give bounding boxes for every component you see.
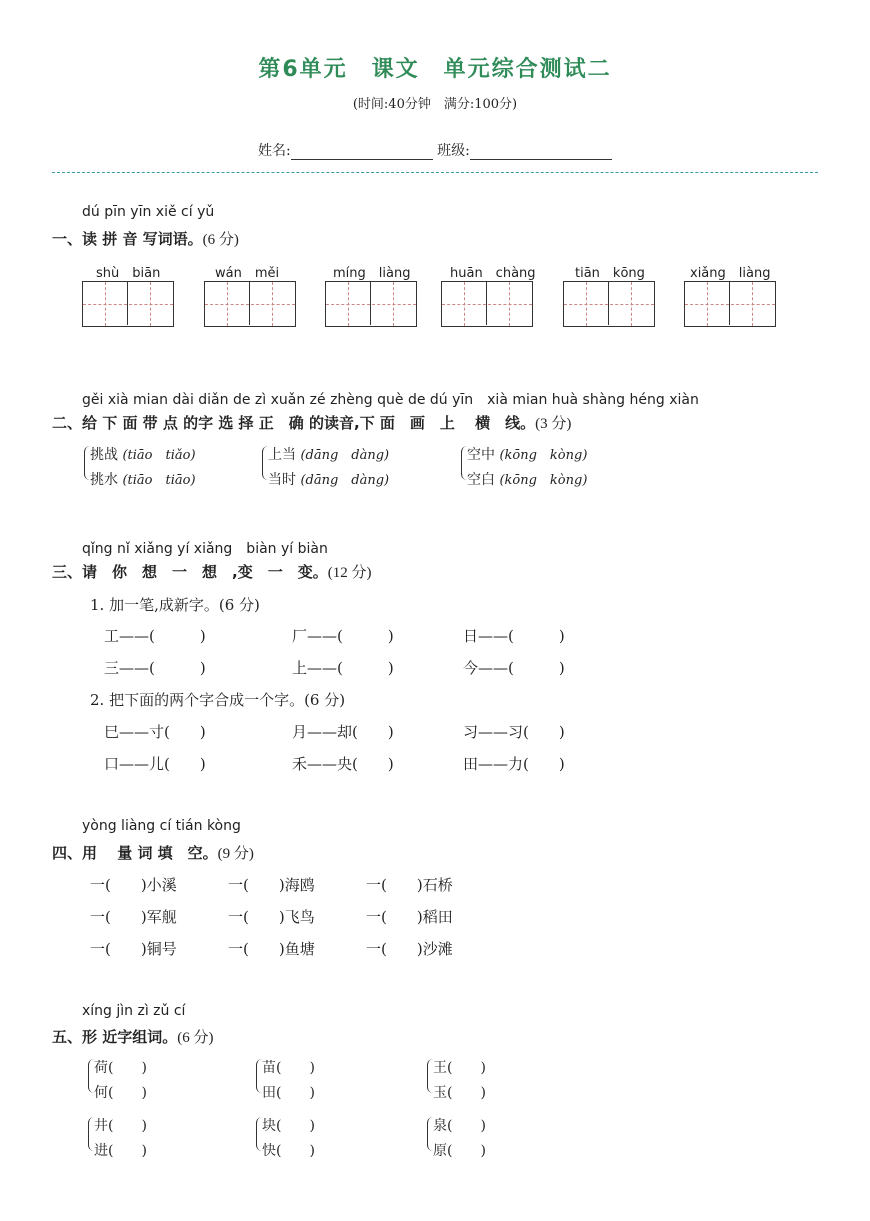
grid-pinyin-6: xiǎng liàng [690,266,771,281]
grid-pinyin-3: míng liàng [333,266,411,281]
s1-title [52,228,239,249]
similar-char-item[interactable]: 井( ) [94,1118,147,1134]
add-stroke-item[interactable]: 工——( ) [104,627,206,645]
similar-char-item[interactable]: 进( ) [94,1143,147,1159]
measure-word-item[interactable]: 一( )海鸥 [228,876,315,894]
word: 挑水 [90,472,118,488]
measure-word-item[interactable]: 一( )铜号 [90,940,177,958]
grid-pinyin-4: huān chàng [450,266,536,281]
word: 上当 [268,447,296,463]
s2-title [52,412,571,433]
similar-char-item[interactable]: 田( ) [262,1085,315,1101]
name-label: 姓名: [258,143,291,159]
name-field[interactable] [291,145,433,160]
s4-title-text: 四、用 量 词 填 空。 [52,844,218,862]
grid-pinyin-5: tiān kōng [575,266,645,281]
similar-char-item[interactable]: 玉( ) [433,1085,486,1101]
writing-grid-5[interactable] [563,281,655,327]
similar-char-item[interactable]: 王( ) [433,1060,486,1076]
s5-title-text: 五、形 近字组词。 [52,1028,178,1046]
s3-pinyin: qǐng nǐ xiǎng yí xiǎng biàn yí biàn [82,541,328,557]
combine-item[interactable]: 月——却( ) [292,723,394,741]
s1-score: (6 分) [202,232,239,248]
similar-char-item[interactable]: 苗( ) [262,1060,315,1076]
similar-char-item[interactable]: 块( ) [262,1118,315,1134]
pinyin-choices[interactable]: (tiāo tiāo) [122,473,196,488]
writing-grid-3[interactable] [325,281,417,327]
word: 空中 [467,447,495,463]
s3-score: (12 分) [327,565,372,581]
combine-item[interactable]: 习——习( ) [463,723,565,741]
class-label: 班级: [437,143,470,159]
s2-score: (3 分) [535,416,572,432]
grid-pinyin-1: shù biān [96,266,161,281]
writing-grid-1[interactable] [82,281,174,327]
s4-title [52,842,254,863]
pinyin-choices[interactable]: (dāng dàng) [300,473,390,488]
word: 当时 [268,472,296,488]
s3-part2-prompt: 2. 把下面的两个字合成一个字。(6 分) [90,691,346,709]
s2-pinyin: gěi xià mian dài diǎn de zì xuǎn zé zhèng què de dú yīn xià mian huà shàng héng xiàn [82,392,699,408]
time-score-note: (时间:40分钟 满分:100分) [352,97,518,112]
add-stroke-item[interactable]: 三——( ) [104,659,206,677]
s4-score: (9 分) [217,846,254,862]
s2-title-text: 二、给 下 面 带 点 的字 选 择 正 确 的读音,下 面 画 上 横 线。 [52,414,536,432]
combine-item[interactable]: 口——儿( ) [104,755,206,773]
combine-item[interactable]: 巳——寸( ) [104,723,206,741]
pinyin-choices[interactable]: (tiāo tiǎo) [122,448,196,463]
measure-word-item[interactable]: 一( )稻田 [366,908,453,926]
pinyin-choices[interactable]: (dāng dàng) [300,448,390,463]
measure-word-item[interactable]: 一( )小溪 [90,876,177,894]
similar-char-item[interactable]: 快( ) [262,1143,315,1159]
add-stroke-item[interactable]: 今——( ) [463,659,565,677]
divider [52,172,818,173]
writing-grid-6[interactable] [684,281,776,327]
s4-pinyin: yòng liàng cí tián kòng [82,818,241,834]
combine-item[interactable]: 田——力( ) [463,755,565,773]
measure-word-item[interactable]: 一( )石桥 [366,876,453,894]
add-stroke-item[interactable]: 日——( ) [463,627,565,645]
combine-item[interactable]: 禾——央( ) [292,755,394,773]
page-title: 第6单元 课文 单元综合测试二 [258,57,612,82]
similar-char-item[interactable]: 原( ) [433,1143,486,1159]
measure-word-item[interactable]: 一( )沙滩 [366,940,453,958]
s3-title-text: 三、请 你 想 一 想 ,变 一 变。 [52,563,328,581]
pinyin-choices[interactable]: (kōng kòng) [499,448,588,463]
s5-title [52,1026,213,1047]
name-class-row [258,140,612,160]
add-stroke-item[interactable]: 上——( ) [292,659,394,677]
s1-title-text: 一、读 拼 音 写词语。 [52,230,203,248]
s5-pinyin: xíng jìn zì zǔ cí [82,1003,186,1019]
measure-word-item[interactable]: 一( )飞鸟 [228,908,315,926]
similar-char-item[interactable]: 泉( ) [433,1118,486,1134]
pinyin-choices[interactable]: (kōng kòng) [499,473,588,488]
similar-char-item[interactable]: 荷( ) [94,1060,147,1076]
writing-grid-4[interactable] [441,281,533,327]
grid-pinyin-2: wán měi [215,266,280,281]
s5-score: (6 分) [177,1030,214,1046]
word: 挑战 [90,447,118,463]
s3-part1-prompt: 1. 加一笔,成新字。(6 分) [90,596,260,614]
measure-word-item[interactable]: 一( )鱼塘 [228,940,315,958]
writing-grid-2[interactable] [204,281,296,327]
class-field[interactable] [470,145,612,160]
add-stroke-item[interactable]: 厂——( ) [292,627,394,645]
similar-char-item[interactable]: 何( ) [94,1085,147,1101]
s3-title [52,561,371,582]
measure-word-item[interactable]: 一( )军舰 [90,908,177,926]
word: 空白 [467,472,495,488]
s1-pinyin: dú pīn yīn xiě cí yǔ [82,204,215,220]
